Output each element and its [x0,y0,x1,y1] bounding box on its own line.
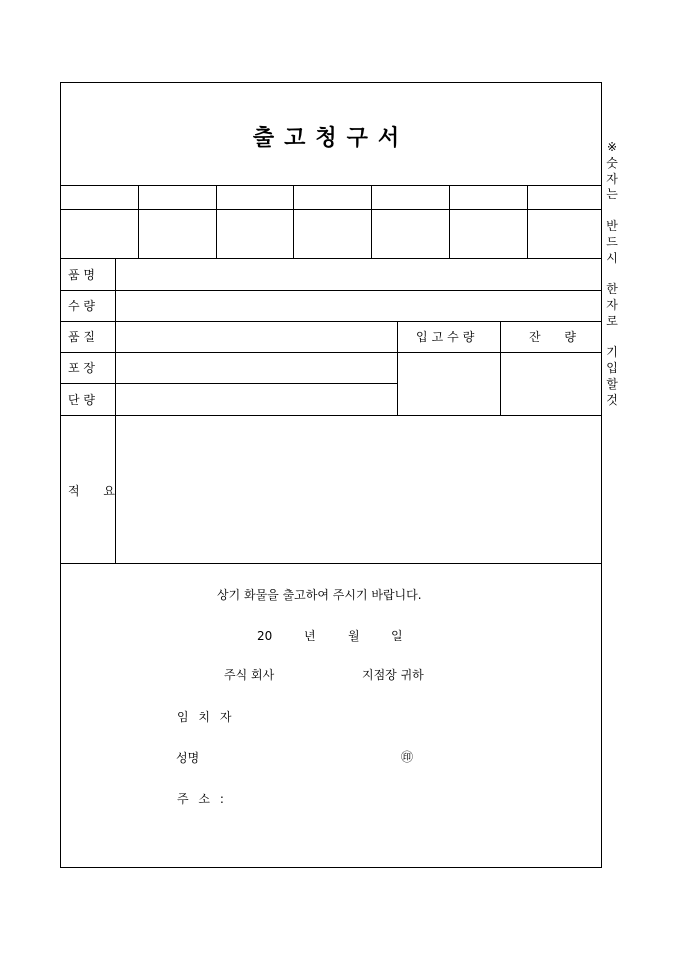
note-char: 기 [606,345,618,360]
label-unit-price: 단 량 [68,393,95,407]
grid-col-4 [371,185,372,258]
note-char: 한 [606,282,618,297]
date-year-prefix: 20 [257,629,273,643]
note-char: 자 [606,171,618,186]
label-item-name: 품 명 [68,268,95,282]
addressee-company: 주식 회사 [224,668,275,682]
addressee-branch: 지점장 귀하 [362,668,424,682]
note-char: 입 [606,361,618,376]
label-remarks: 적 요 [68,484,125,498]
note-char: 자 [606,297,618,312]
note-char: 것 [606,392,618,407]
row-line-qty [61,321,601,322]
grid-col-2 [216,185,217,258]
header-line-3 [61,258,601,259]
note-char: 시 [606,250,618,265]
name-label: 성명 [176,751,200,765]
row-line-unit [61,415,601,416]
note-char: 할 [606,376,618,391]
note-char: ※ [606,140,618,154]
note-char [604,203,620,219]
note-char: 반 [606,218,618,233]
note-char: 숫 [606,155,618,170]
note-char: 드 [606,234,618,249]
note-char: 는 [606,187,618,202]
header-line-1 [61,185,601,186]
grid-col-6 [527,185,528,258]
grid-col-1 [138,185,139,258]
request-text: 상기 화물을 출고하여 주시기 바랍니다. [217,588,422,602]
address-label: 주 소 : [177,792,227,806]
balance-left [500,321,501,415]
grid-col-5 [449,185,450,258]
depositor-label: 임 치 자 [177,710,235,724]
label-packaging: 포 장 [68,361,95,375]
seal-mark: ㊞ [401,750,414,764]
label-quantity: 수 량 [68,299,95,313]
label-balance: 잔 량 [529,330,586,344]
label-quality: 품 질 [68,330,95,344]
header-line-2 [61,209,601,210]
note-char: 로 [606,313,618,328]
release-request-form [60,82,602,868]
received-qty-left [397,321,398,415]
document-title: 출고청구서 [252,125,410,151]
row-line-remarks [61,563,601,564]
date-day: 일 [391,629,403,643]
row-line-packaging [61,383,397,384]
side-note [604,140,620,409]
date-month: 월 [348,629,360,643]
row-line-quality [61,352,601,353]
grid-col-3 [293,185,294,258]
row-line-item [61,290,601,291]
label-received-qty: 입고수량 [416,330,479,344]
note-char [604,330,620,346]
note-char [604,266,620,282]
date-year: 년 [304,629,316,643]
label-column-divider [115,258,116,563]
